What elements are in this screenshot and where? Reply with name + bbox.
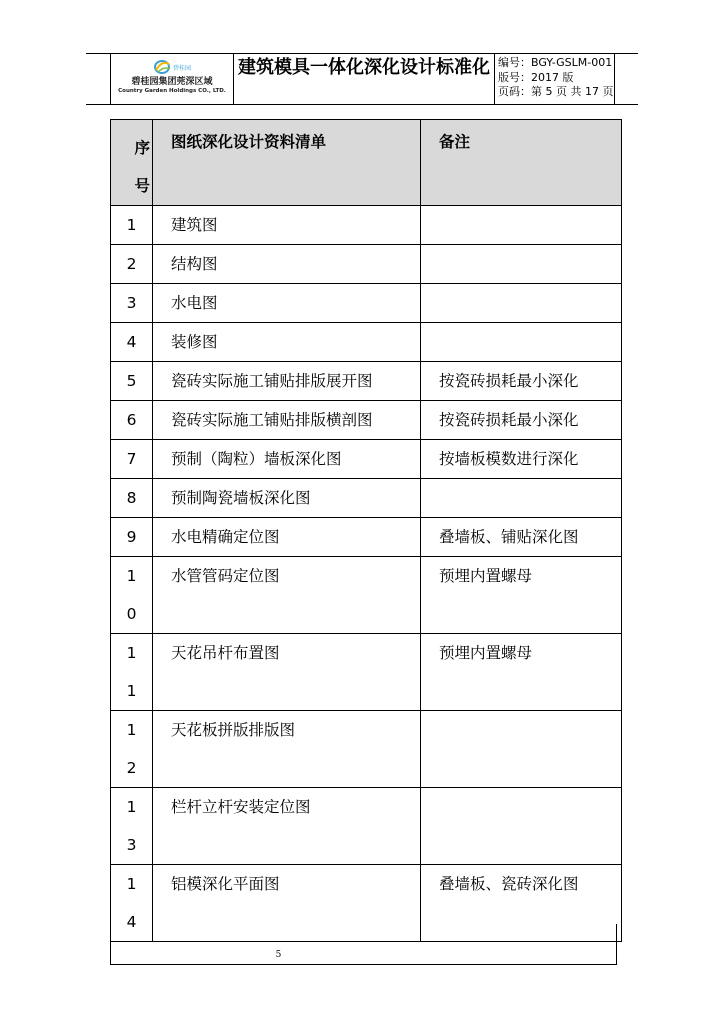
row-note bbox=[421, 788, 622, 865]
row-item: 瓷砖实际施工铺贴排版展开图 bbox=[153, 362, 421, 401]
document-meta bbox=[494, 56, 616, 100]
row-seq-text: 1 bbox=[126, 216, 137, 234]
row-seq bbox=[111, 401, 153, 440]
table-row bbox=[111, 634, 622, 711]
logo-brand: 碧桂园 bbox=[173, 65, 192, 72]
row-seq-text: 14 bbox=[126, 875, 137, 931]
document-code: 编号：BGY-GSLM-001 bbox=[498, 56, 613, 69]
row-seq-text: 8 bbox=[126, 489, 137, 507]
page-info: 页码：第 5 页 共 17 页 bbox=[498, 85, 614, 98]
row-seq-text: 4 bbox=[126, 333, 137, 351]
company-name-en: Country Garden Holdings CO., LTD. bbox=[118, 88, 226, 94]
row-note: 叠墙板、铺贴深化图 bbox=[421, 518, 622, 557]
table-header-row bbox=[111, 120, 622, 206]
header-item: 图纸深化设计资料清单 bbox=[153, 120, 421, 206]
drawing-list-table bbox=[110, 119, 622, 942]
row-item: 瓷砖实际施工铺贴排版横剖图 bbox=[153, 401, 421, 440]
row-seq bbox=[111, 206, 153, 245]
table-row bbox=[111, 362, 622, 401]
row-item: 水电图 bbox=[153, 284, 421, 323]
table-row bbox=[111, 284, 622, 323]
row-item: 天花吊杆布置图 bbox=[153, 634, 421, 711]
row-seq bbox=[111, 440, 153, 479]
company-logo bbox=[110, 54, 234, 104]
row-note bbox=[421, 479, 622, 518]
row-item: 铝模深化平面图 bbox=[153, 865, 421, 942]
row-seq-text: 10 bbox=[126, 567, 137, 623]
row-note: 预埋内置螺母 bbox=[421, 557, 622, 634]
table-row bbox=[111, 557, 622, 634]
company-name-cn: 碧桂园集团莞深区域 bbox=[131, 77, 213, 87]
row-note: 按墙板模数进行深化 bbox=[421, 440, 622, 479]
row-note: 叠墙板、瓷砖深化图 bbox=[421, 865, 622, 942]
row-seq bbox=[111, 711, 153, 788]
row-seq-text: 12 bbox=[126, 721, 137, 777]
row-item: 建筑图 bbox=[153, 206, 421, 245]
row-seq-text: 11 bbox=[126, 644, 137, 700]
row-seq-text: 6 bbox=[126, 411, 137, 429]
row-note bbox=[421, 245, 622, 284]
row-item: 装修图 bbox=[153, 323, 421, 362]
row-seq bbox=[111, 362, 153, 401]
row-seq bbox=[111, 284, 153, 323]
row-seq-text: 5 bbox=[126, 372, 137, 390]
row-seq-text: 13 bbox=[126, 798, 137, 854]
row-seq-text: 9 bbox=[126, 528, 137, 546]
header-seq-text: 序号 bbox=[134, 139, 150, 195]
row-note bbox=[421, 206, 622, 245]
header-bottom-rule bbox=[86, 104, 638, 105]
row-note bbox=[421, 284, 622, 323]
row-seq bbox=[111, 788, 153, 865]
row-seq-text: 3 bbox=[126, 294, 137, 312]
row-note: 预埋内置螺母 bbox=[421, 634, 622, 711]
document-title: 建筑模具一体化深化设计标准化 bbox=[238, 57, 490, 78]
row-seq-text: 7 bbox=[126, 450, 137, 468]
row-seq bbox=[111, 479, 153, 518]
row-seq bbox=[111, 245, 153, 284]
row-note bbox=[421, 711, 622, 788]
row-item: 预制陶瓷墙板深化图 bbox=[153, 479, 421, 518]
table-row bbox=[111, 711, 622, 788]
table-row bbox=[111, 401, 622, 440]
table-row bbox=[111, 245, 622, 284]
row-seq-text: 2 bbox=[126, 255, 137, 273]
table-row bbox=[111, 788, 622, 865]
header-seq bbox=[111, 120, 153, 206]
page-number: 5 bbox=[275, 950, 282, 960]
row-item: 水管管码定位图 bbox=[153, 557, 421, 634]
table-row bbox=[111, 440, 622, 479]
table-row bbox=[111, 518, 622, 557]
header-note: 备注 bbox=[421, 120, 622, 206]
table-row bbox=[111, 206, 622, 245]
logo-icon bbox=[150, 58, 194, 76]
row-seq bbox=[111, 634, 153, 711]
row-note: 按瓷砖损耗最小深化 bbox=[421, 362, 622, 401]
row-item: 水电精确定位图 bbox=[153, 518, 421, 557]
table-row bbox=[111, 323, 622, 362]
row-note: 按瓷砖损耗最小深化 bbox=[421, 401, 622, 440]
row-item: 结构图 bbox=[153, 245, 421, 284]
row-item: 天花板拼版排版图 bbox=[153, 711, 421, 788]
row-seq bbox=[111, 518, 153, 557]
table-row bbox=[111, 479, 622, 518]
row-seq bbox=[111, 323, 153, 362]
document-version: 版号：2017 版 bbox=[498, 70, 574, 84]
row-item: 栏杆立杆安装定位图 bbox=[153, 788, 421, 865]
row-seq bbox=[111, 557, 153, 634]
row-item: 预制（陶粒）墙板深化图 bbox=[153, 440, 421, 479]
row-note bbox=[421, 323, 622, 362]
